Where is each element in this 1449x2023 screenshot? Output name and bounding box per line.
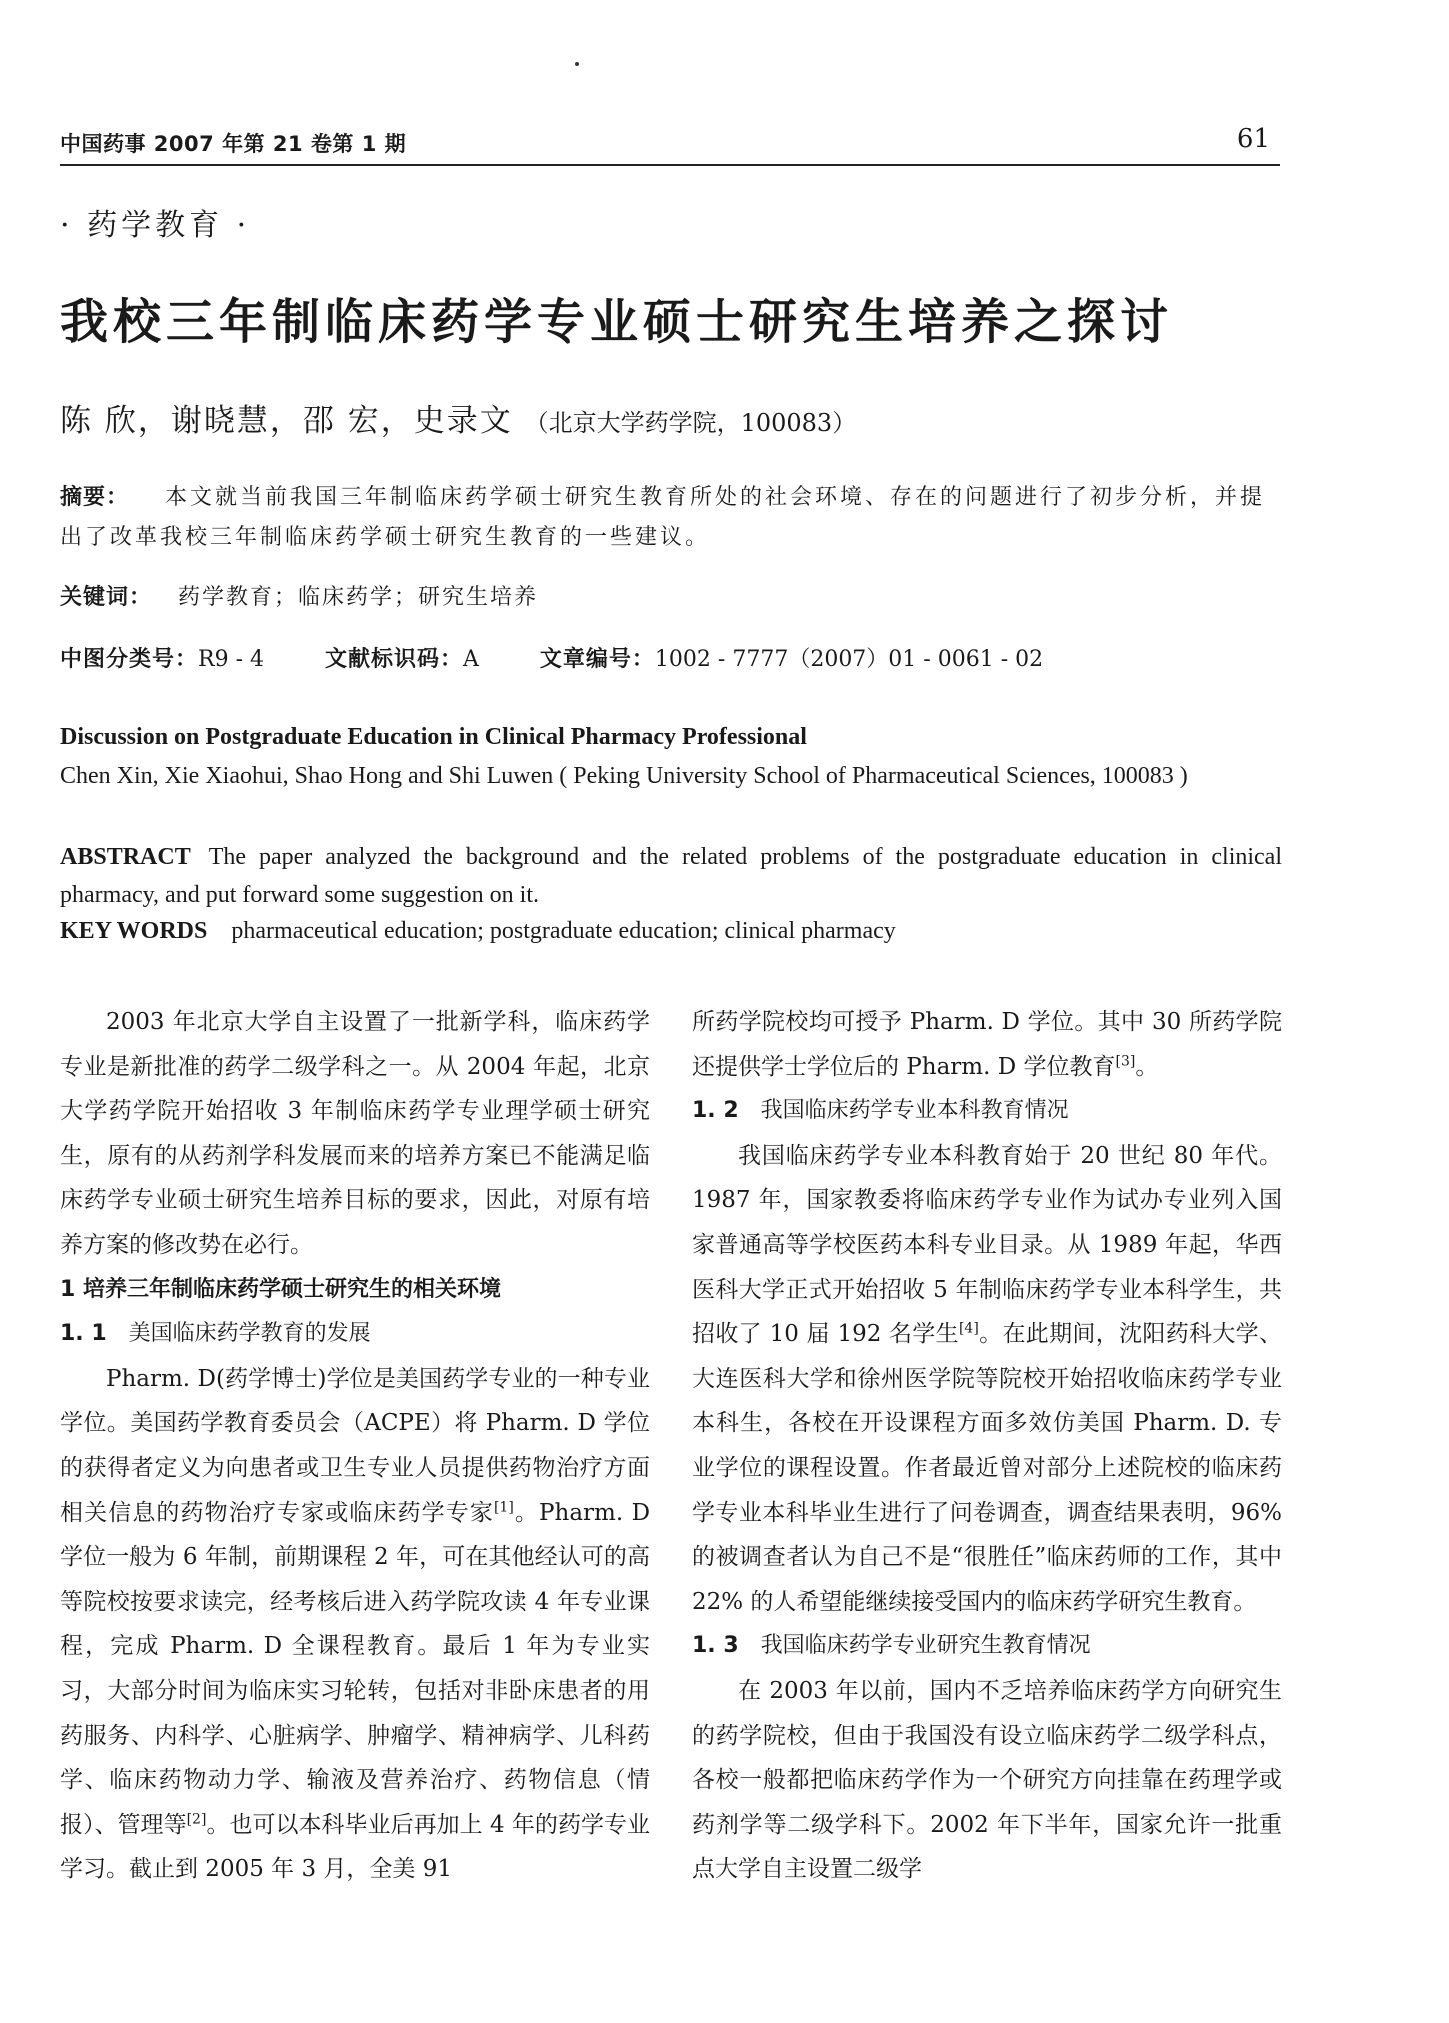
paragraph-undergrad — [692, 1134, 1282, 1625]
keywords-chinese — [60, 580, 538, 611]
doc-value: A — [463, 647, 479, 672]
abstract-chinese — [60, 478, 1282, 558]
author-line — [60, 395, 856, 440]
subsection-number: 1. 1 — [60, 1321, 107, 1347]
author-affiliation: （北京大学药学院，100083） — [524, 409, 857, 437]
keywords-text: 药学教育；临床药学；研究生培养 — [178, 585, 539, 610]
subsection-number: 1. 3 — [692, 1633, 739, 1659]
article-number — [540, 642, 1043, 673]
abstract-label: 摘要： — [60, 485, 130, 510]
doc-code — [325, 642, 479, 673]
subsection-number: 1. 2 — [692, 1098, 739, 1124]
english-abstract-text: The paper analyzed the background and the related problems of the postgraduate education in clinical pharmacy, and put forward some suggestion on it. — [60, 844, 1282, 908]
section-tag: · 药学教育 · — [60, 208, 251, 243]
running-header — [60, 124, 1280, 166]
scan-speck — [575, 62, 579, 66]
paragraph-text: Pharm. D(药学博士)学位是美国药学专业的一种专业学位。美国药学教育委员会（ACPE）将 Pharm. D 学位的获得者定义为向患者或卫生专业人员提供药物治疗方面相关信息的药物治疗专家或临床药学专家 — [60, 1365, 650, 1526]
subsection-text: 我国临床药学专业研究生教育情况 — [760, 1633, 1091, 1659]
body-column-right — [692, 1000, 1282, 1892]
english-keywords-text: pharmaceutical education; postgraduate education; clinical pharmacy — [231, 918, 896, 944]
english-authors: Chen Xin, Xie Xiaohui, Shao Hong and Shi Luwen ( Peking University School of Pharmaceutical Sciences, 100083 ) — [60, 763, 1188, 789]
paragraph-postgrad: 在 2003 年以前，国内不乏培养临床药学方向研究生的药学院校，但由于我国没有设立临床药学二级学科点，各校一般都把临床药学作为一个研究方向挂靠在药理学或药剂学等二级学科下。2002 年下半年，国家允许一批重点大学自主设置二级学 — [692, 1677, 1282, 1883]
english-keywords-label: KEY WORDS — [60, 918, 208, 944]
continued-paragraph — [692, 1000, 1282, 1089]
citation-ref: [2] — [186, 1811, 207, 1828]
intro-paragraph: 2003 年北京大学自主设置了一批新学科，临床药学专业是新批准的药学二级学科之一。从 2004 年起，北京大学药学院开始招收 3 年制临床药学专业理学硕士研究生，原有的从药剂学科发展而来的培养方案已不能满足临床药学专业硕士研究生培养目标的要求，因此，对原有培养方案的修改势在必行。 — [60, 1009, 650, 1258]
clc-value: R9 - 4 — [198, 647, 264, 672]
clc-label: 中图分类号： — [60, 647, 199, 672]
english-abstract-label: ABSTRACT — [60, 844, 191, 870]
paragraph-text: 所药学院校均可授予 Pharm. D 学位。其中 30 所药学院还提供学士学位后的 Pharm. D 学位教育 — [692, 1009, 1282, 1080]
body-column-left — [60, 1000, 650, 1892]
journal-issue: 中国药事 2007 年第 21 卷第 1 期 — [60, 132, 407, 156]
citation-ref: [4] — [958, 1320, 979, 1337]
doc-label: 文献标识码： — [325, 647, 464, 672]
article-value: 1002 - 7777（2007）01 - 0061 - 02 — [654, 647, 1044, 672]
author-names: 陈 欣，谢晓慧，邵 宏，史录文 — [60, 403, 513, 439]
paragraph-text: 。Pharm. D 学位一般为 6 年制，前期课程 2 年，可在其他经认可的高等院校按要求读完，经考核后进入药学院攻读 4 年专业课程，完成 Pharm. D 全课程教育。最后 1 年为专业实习，大部分时间为临床实习轮转，包括对非卧床患者的用药服务、内科学、心脏病学、肿瘤学、精神病学、儿科药学、临床药物动力学、输液及营养治疗、药物信息（情报）、管理等 — [60, 1499, 651, 1838]
article-title: 我校三年制临床药学专业硕士研究生培养之探讨 — [60, 294, 1174, 350]
paragraph-pharmd — [60, 1357, 650, 1892]
subsection-text: 美国临床药学教育的发展 — [128, 1321, 371, 1347]
paragraph-text: 。 — [1135, 1053, 1159, 1080]
english-title: Discussion on Postgraduate Education in Clinical Pharmacy Professional — [60, 724, 807, 750]
subsection-heading-1-3 — [692, 1624, 1282, 1669]
subsection-heading-1-1 — [60, 1312, 650, 1357]
clc-number — [60, 642, 264, 673]
paragraph-text: 。也可以本科毕业后再加上 4 年的药学专业学习。截止到 2005 年 3 月，全美 91 — [60, 1811, 650, 1883]
citation-ref: [3] — [1115, 1052, 1136, 1069]
paragraph-text: 我国临床药学专业本科教育始于 20 世纪 80 年代。1987 年，国家教委将临床药学专业作为试办专业列入国家普通高等学校医药本科专业目录。从 1989 年起，华西医科大学正式开始招收 5 年制临床药学专业本科学生，共招收了 10 届 192 名学生 — [692, 1142, 1282, 1348]
citation-ref: [1] — [493, 1498, 514, 1515]
classification-line — [60, 642, 1097, 673]
english-abstract — [60, 838, 1282, 914]
section-heading-1: 1 培养三年制临床药学硕士研究生的相关环境 — [60, 1276, 501, 1302]
subsection-text: 我国临床药学专业本科教育情况 — [760, 1098, 1069, 1124]
subsection-heading-1-2 — [692, 1089, 1282, 1134]
paragraph-text: 。在此期间，沈阳药科大学、大连医科大学和徐州医学院等院校开始招收临床药学专业本科生，各校在开设课程方面多效仿美国 Pharm. D. 专业学位的课程设置。作者最近曾对部分上述院校的临床药学专业本科毕业生进行了问卷调查，调查结果表明，96% 的被调查者认为自己不是“很胜任”临床药师的工作，其中 22% 的人希望能继续接受国内的临床药学研究生教育。 — [692, 1321, 1283, 1615]
abstract-text: 本文就当前我国三年制临床药学硕士研究生教育所处的社会环境、存在的问题进行了初步分析，并提出了改革我校三年制临床药学硕士研究生教育的一些建议。 — [60, 485, 1266, 550]
keywords-label: 关键词： — [60, 585, 153, 610]
page-number: 61 — [1236, 124, 1270, 154]
article-label: 文章编号： — [539, 647, 655, 672]
english-keywords — [60, 918, 896, 945]
